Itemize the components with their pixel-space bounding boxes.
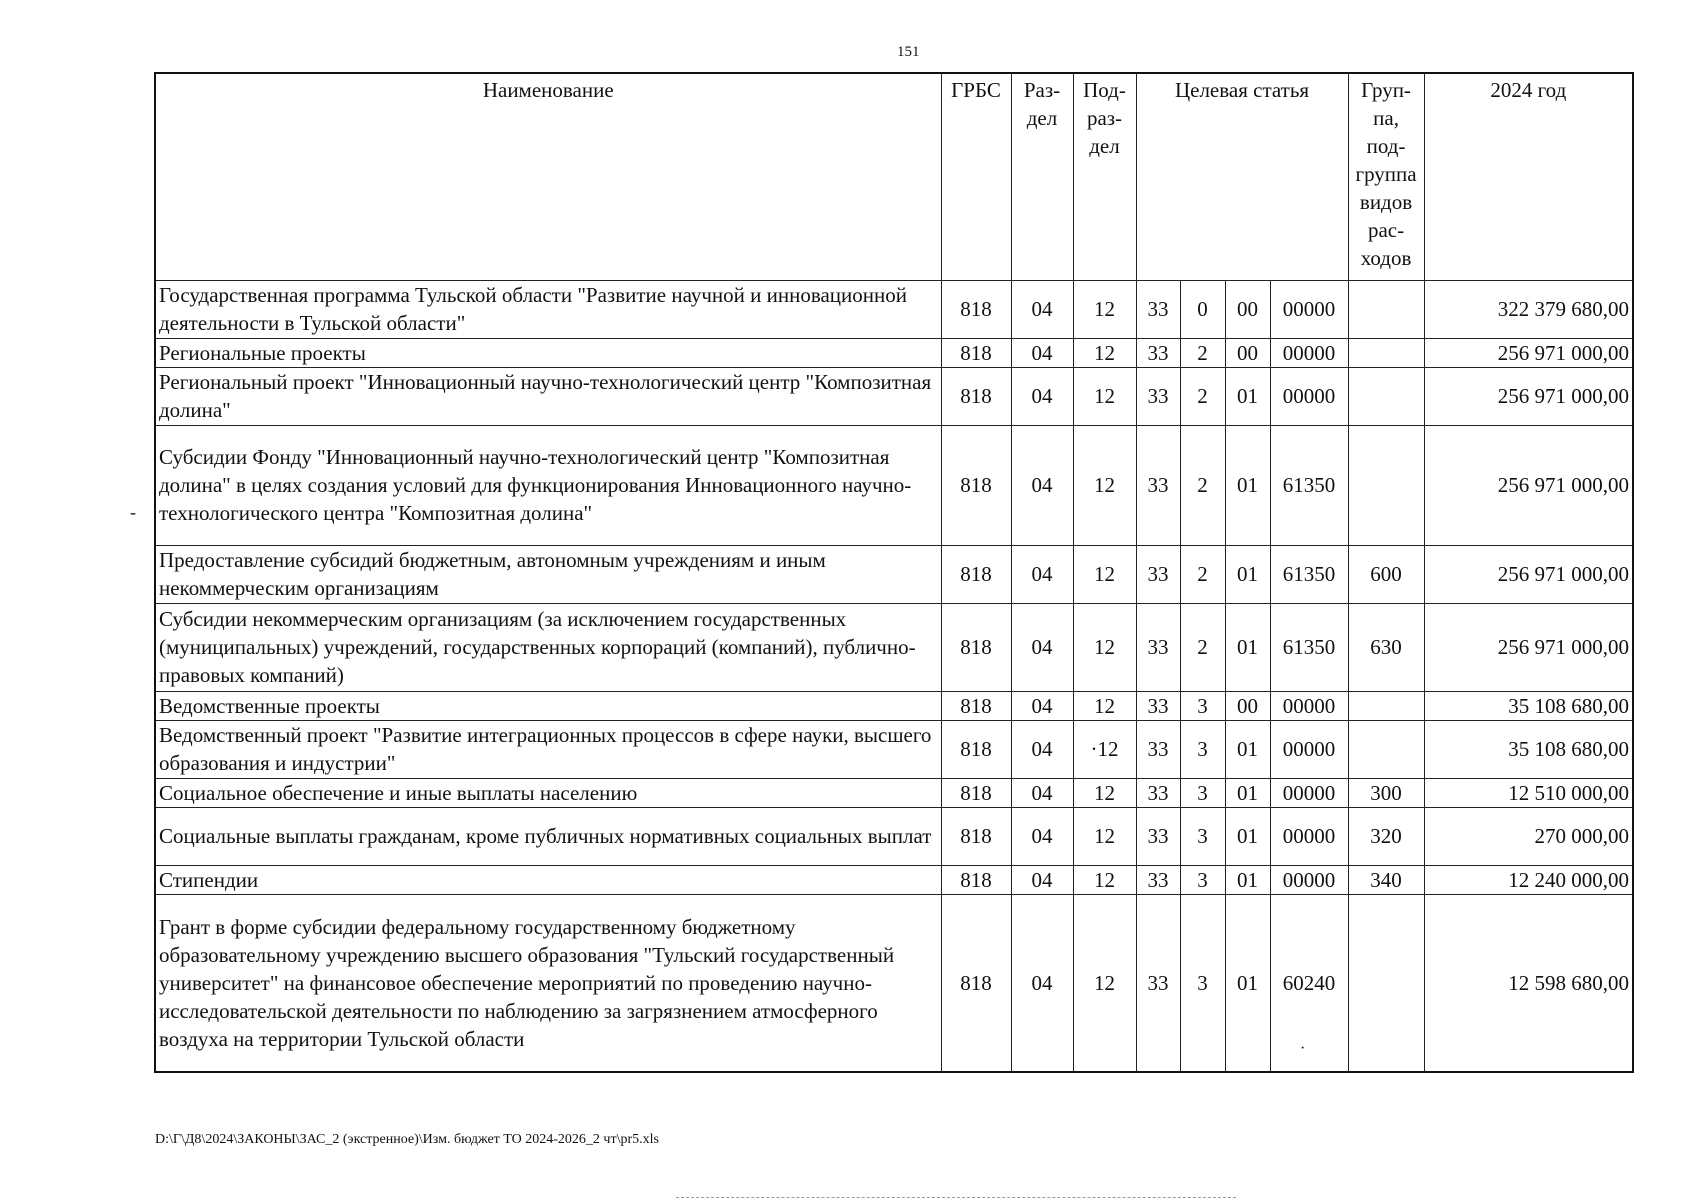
row-razdel: 04 bbox=[1011, 778, 1073, 807]
row-razdel: 04 bbox=[1011, 691, 1073, 720]
header-podrazdel: Под-раз-дел bbox=[1073, 73, 1136, 280]
row-razdel: 04 bbox=[1011, 425, 1073, 545]
row-target-subprogram: 2 bbox=[1180, 603, 1225, 691]
row-amount: 322 379 680,00 bbox=[1424, 280, 1633, 338]
row-target-direction: 00000 bbox=[1270, 367, 1348, 425]
row-target-subprogram: 2 bbox=[1180, 338, 1225, 367]
row-target-direction: 61350 bbox=[1270, 545, 1348, 603]
row-expense-group bbox=[1348, 720, 1424, 778]
margin-mark: - bbox=[130, 502, 136, 522]
row-target-program: 33 bbox=[1136, 338, 1180, 367]
row-target-program: 33 bbox=[1136, 778, 1180, 807]
row-target-direction: 00000 bbox=[1270, 691, 1348, 720]
row-name: Региональные проекты bbox=[155, 338, 941, 367]
row-grbs: 818 bbox=[941, 894, 1011, 1072]
row-target-direction: 61350 bbox=[1270, 425, 1348, 545]
row-grbs: 818 bbox=[941, 545, 1011, 603]
row-target-event: 01 bbox=[1225, 425, 1270, 545]
row-grbs: 818 bbox=[941, 280, 1011, 338]
row-target-event: 00 bbox=[1225, 280, 1270, 338]
table-row bbox=[155, 545, 1633, 603]
row-amount: 270 000,00 bbox=[1424, 807, 1633, 865]
row-name: Государственная программа Тульской области "Развитие научной и инновационной деятельности в Тульской области" bbox=[155, 280, 941, 338]
row-target-program: 33 bbox=[1136, 691, 1180, 720]
row-target-subprogram: 0 bbox=[1180, 280, 1225, 338]
table-row bbox=[155, 603, 1633, 691]
row-target-event: 01 bbox=[1225, 545, 1270, 603]
row-target-direction: 00000 bbox=[1270, 778, 1348, 807]
row-target-direction: 00000 bbox=[1270, 280, 1348, 338]
row-target-event: 01 bbox=[1225, 807, 1270, 865]
row-target-subprogram: 3 bbox=[1180, 894, 1225, 1072]
row-target-subprogram: 2 bbox=[1180, 545, 1225, 603]
row-target-event: 01 bbox=[1225, 367, 1270, 425]
row-grbs: 818 bbox=[941, 865, 1011, 894]
row-name: Предоставление субсидий бюджетным, автономным учреждениям и иным некоммерческим организациям bbox=[155, 545, 941, 603]
table-row bbox=[155, 778, 1633, 807]
row-razdel: 04 bbox=[1011, 603, 1073, 691]
row-podrazdel: 12 bbox=[1073, 807, 1136, 865]
header-year: 2024 год bbox=[1424, 73, 1633, 280]
footer-file-path: D:\Г\Д8\2024\ЗАКОНЫ\ЗАС_2 (экстренное)\Изм. бюджет ТО 2024-2026_2 чт\pr5.xls bbox=[155, 1132, 659, 1147]
row-target-program: 33 bbox=[1136, 865, 1180, 894]
row-name: Грант в форме субсидии федеральному государственному бюджетному образовательному учреждению высшего образования "Тульский государственный университет" на финансовое обеспечение мероприятий по проведению научно-исследовательской деятельности по наблюдению за загрязнением атмосферного воздуха на территории Тульской области bbox=[155, 894, 941, 1072]
table-row bbox=[155, 865, 1633, 894]
table-row bbox=[155, 425, 1633, 545]
row-amount: 256 971 000,00 bbox=[1424, 545, 1633, 603]
row-target-event: 01 bbox=[1225, 865, 1270, 894]
row-target-program: 33 bbox=[1136, 545, 1180, 603]
row-grbs: 818 bbox=[941, 367, 1011, 425]
row-podrazdel: 12 bbox=[1073, 691, 1136, 720]
row-name: Ведомственные проекты bbox=[155, 691, 941, 720]
row-razdel: 04 bbox=[1011, 807, 1073, 865]
row-name: Субсидии Фонду "Инновационный научно-технологический центр "Композитная долина" в целях создания условий для функционирования Инновационного научно-технологического центра "Композитная долина" bbox=[155, 425, 941, 545]
row-name: Субсидии некоммерческим организациям (за исключением государственных (муниципальных) учреждений, государственных корпораций (компаний), публично-правовых компаний) bbox=[155, 603, 941, 691]
row-podrazdel: ·12 bbox=[1073, 720, 1136, 778]
row-grbs: 818 bbox=[941, 778, 1011, 807]
row-razdel: 04 bbox=[1011, 865, 1073, 894]
row-target-program: 33 bbox=[1136, 425, 1180, 545]
row-amount: 35 108 680,00 bbox=[1424, 720, 1633, 778]
row-podrazdel: 12 bbox=[1073, 280, 1136, 338]
row-target-direction: 00000 bbox=[1270, 338, 1348, 367]
table-row bbox=[155, 367, 1633, 425]
row-razdel: 04 bbox=[1011, 720, 1073, 778]
row-target-program: 33 bbox=[1136, 720, 1180, 778]
stray-dot: · bbox=[1300, 1040, 1306, 1057]
table-row bbox=[155, 894, 1633, 1072]
row-target-program: 33 bbox=[1136, 280, 1180, 338]
row-target-program: 33 bbox=[1136, 894, 1180, 1072]
row-expense-group bbox=[1348, 367, 1424, 425]
header-name: Наименование bbox=[155, 73, 941, 280]
row-name: Социальные выплаты гражданам, кроме публичных нормативных социальных выплат bbox=[155, 807, 941, 865]
row-grbs: 818 bbox=[941, 720, 1011, 778]
row-target-direction: 00000 bbox=[1270, 720, 1348, 778]
row-expense-group bbox=[1348, 691, 1424, 720]
row-target-subprogram: 2 bbox=[1180, 367, 1225, 425]
row-expense-group: 300 bbox=[1348, 778, 1424, 807]
row-expense-group: 600 bbox=[1348, 545, 1424, 603]
row-target-event: 01 bbox=[1225, 603, 1270, 691]
row-expense-group bbox=[1348, 280, 1424, 338]
row-grbs: 818 bbox=[941, 603, 1011, 691]
table-row bbox=[155, 807, 1633, 865]
row-podrazdel: 12 bbox=[1073, 338, 1136, 367]
row-target-direction: 00000 bbox=[1270, 865, 1348, 894]
row-amount: 35 108 680,00 bbox=[1424, 691, 1633, 720]
row-target-subprogram: 3 bbox=[1180, 691, 1225, 720]
header-razdel: Раз-дел bbox=[1011, 73, 1073, 280]
row-target-subprogram: 3 bbox=[1180, 807, 1225, 865]
table-header bbox=[155, 73, 1633, 280]
row-podrazdel: 12 bbox=[1073, 778, 1136, 807]
row-target-event: 00 bbox=[1225, 338, 1270, 367]
row-razdel: 04 bbox=[1011, 280, 1073, 338]
row-grbs: 818 bbox=[941, 807, 1011, 865]
row-target-event: 00 bbox=[1225, 691, 1270, 720]
row-name: Региональный проект "Инновационный научно-технологический центр "Композитная долина" bbox=[155, 367, 941, 425]
row-target-event: 01 bbox=[1225, 778, 1270, 807]
row-expense-group bbox=[1348, 894, 1424, 1072]
row-amount: 12 598 680,00 bbox=[1424, 894, 1633, 1072]
table-body bbox=[155, 280, 1633, 1072]
row-grbs: 818 bbox=[941, 691, 1011, 720]
row-podrazdel: 12 bbox=[1073, 425, 1136, 545]
row-target-direction: 00000 bbox=[1270, 807, 1348, 865]
row-amount: 256 971 000,00 bbox=[1424, 603, 1633, 691]
row-amount: 12 240 000,00 bbox=[1424, 865, 1633, 894]
row-target-program: 33 bbox=[1136, 807, 1180, 865]
row-target-event: 01 bbox=[1225, 894, 1270, 1072]
header-group: Груп-па, под-группа видов рас-ходов bbox=[1348, 73, 1424, 280]
row-target-event: 01 bbox=[1225, 720, 1270, 778]
header-grbs: ГРБС bbox=[941, 73, 1011, 280]
row-target-direction: 60240 bbox=[1270, 894, 1348, 1072]
row-expense-group: 630 bbox=[1348, 603, 1424, 691]
row-razdel: 04 bbox=[1011, 545, 1073, 603]
row-podrazdel: 12 bbox=[1073, 865, 1136, 894]
row-grbs: 818 bbox=[941, 425, 1011, 545]
row-grbs: 818 bbox=[941, 338, 1011, 367]
row-expense-group bbox=[1348, 425, 1424, 545]
row-expense-group: 340 bbox=[1348, 865, 1424, 894]
row-target-program: 33 bbox=[1136, 603, 1180, 691]
row-name: Стипендии bbox=[155, 865, 941, 894]
budget-table bbox=[154, 72, 1634, 1073]
row-target-subprogram: 3 bbox=[1180, 778, 1225, 807]
header-target: Целевая статья bbox=[1136, 73, 1348, 280]
row-podrazdel: 12 bbox=[1073, 545, 1136, 603]
row-name: Социальное обеспечение и иные выплаты населению bbox=[155, 778, 941, 807]
row-target-subprogram: 2 bbox=[1180, 425, 1225, 545]
row-razdel: 04 bbox=[1011, 894, 1073, 1072]
row-razdel: 04 bbox=[1011, 367, 1073, 425]
row-target-subprogram: 3 bbox=[1180, 865, 1225, 894]
row-amount: 256 971 000,00 bbox=[1424, 338, 1633, 367]
bottom-rule bbox=[676, 1197, 1236, 1198]
row-amount: 12 510 000,00 bbox=[1424, 778, 1633, 807]
table-row bbox=[155, 280, 1633, 338]
row-podrazdel: 12 bbox=[1073, 367, 1136, 425]
row-expense-group: 320 bbox=[1348, 807, 1424, 865]
row-name: Ведомственный проект "Развитие интеграционных процессов в сфере науки, высшего образования и индустрии" bbox=[155, 720, 941, 778]
row-podrazdel: 12 bbox=[1073, 894, 1136, 1072]
table-row bbox=[155, 691, 1633, 720]
row-target-subprogram: 3 bbox=[1180, 720, 1225, 778]
row-expense-group bbox=[1348, 338, 1424, 367]
page-number: 151 bbox=[897, 44, 920, 60]
row-podrazdel: 12 bbox=[1073, 603, 1136, 691]
row-target-direction: 61350 bbox=[1270, 603, 1348, 691]
row-amount: 256 971 000,00 bbox=[1424, 425, 1633, 545]
row-razdel: 04 bbox=[1011, 338, 1073, 367]
table-row bbox=[155, 720, 1633, 778]
row-target-program: 33 bbox=[1136, 367, 1180, 425]
row-amount: 256 971 000,00 bbox=[1424, 367, 1633, 425]
table-row bbox=[155, 338, 1633, 367]
